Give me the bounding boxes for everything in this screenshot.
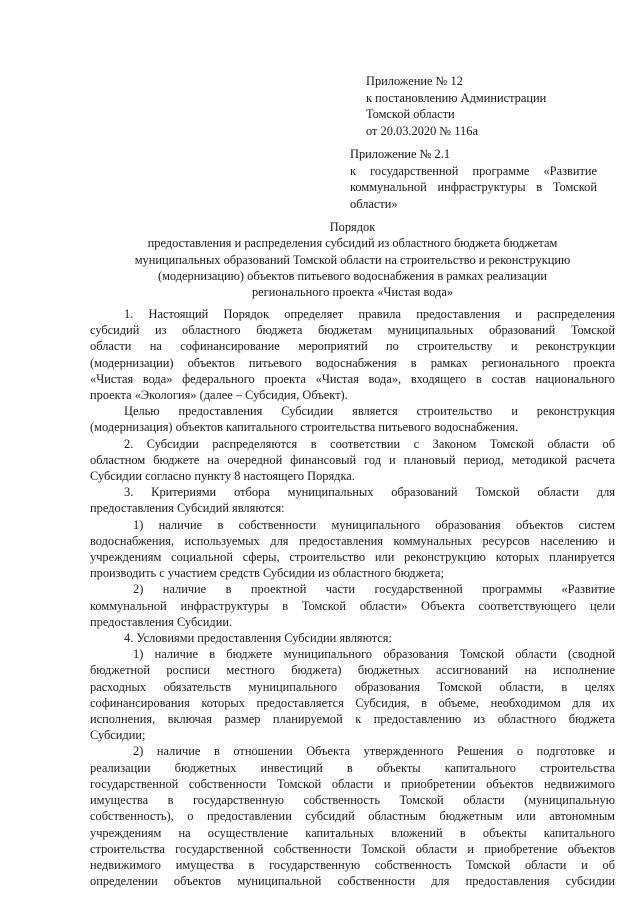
- document-title: [90, 219, 615, 300]
- body-line: имущества в государственную собственность Томской области (муниципальную: [90, 793, 615, 808]
- body-line: 4. Условиями предоставления Субсидии являются:: [124, 631, 392, 646]
- body-line: 2) наличие в проектной части государственной программы «Развитие: [133, 582, 615, 597]
- body-line: 3. Критериями отбора муниципальных образований Томской области для: [124, 485, 615, 500]
- appendix-2-1-block: [350, 146, 597, 212]
- appendix-2-1-line: коммунальной инфраструктуры в Томской: [350, 180, 597, 195]
- body-line: определении объектов муниципальной собственности для предоставления субсидии: [90, 874, 615, 889]
- body-line: строительства государственной собственности Томской области и приобретение объектов: [90, 841, 615, 856]
- body-line: 1) наличие в собственности муниципального образования объектов систем: [133, 517, 615, 532]
- body-line: (модернизации) объектов питьевого водоснабжения в рамках регионального проекта: [90, 355, 615, 370]
- body-line: субсидий из областного бюджета бюджетам муниципальных образований Томской: [90, 323, 615, 338]
- body-line: области на софинансирование мероприятий по строительству и реконструкции: [90, 339, 615, 354]
- body-line: производить с участием средств Субсидии из областного бюджета;: [90, 566, 444, 581]
- body-line: «Чистая вода» федерального проекта «Чистая вода», входящего в состав национального: [90, 371, 615, 386]
- title-line: муниципальных образований Томской области на строительство и реконструкцию: [134, 252, 571, 267]
- body-line: водоснабжения, используемых для предоставления коммунальных ресурсов населению и: [90, 533, 615, 548]
- document-body: [90, 306, 615, 889]
- body-line: исполнения, включая размер планируемой к предоставлению из областного бюджета: [90, 712, 615, 727]
- body-line: собственность), о предоставлении субсидий областным бюджетным или автономным: [90, 809, 615, 824]
- appendix-2-1-line: Приложение № 2.1: [350, 147, 451, 161]
- body-line: бюджетной росписи местного бюджета) бюджетных ассигнований на исполнение: [90, 663, 615, 678]
- body-line: расходных обязательств муниципального образования Томской области, в целях: [90, 679, 615, 694]
- appendix-2-1-line: к государственной программе «Развитие: [350, 163, 597, 178]
- body-line: областном бюджете на очередной финансовый год и плановый период, методикой расчета: [90, 452, 615, 467]
- body-line: учреждениям на осуществление капитальных вложений в объекты капитального: [90, 825, 615, 840]
- title-line: (модернизацию) объектов питьевого водоснабжения в рамках реализации: [157, 268, 548, 283]
- body-line: недвижимого имущества в государственную собственность Томской области и об: [90, 857, 615, 872]
- body-line: софинансирования которых предоставляется Субсидия, в объеме, необходимом для их: [90, 695, 615, 710]
- body-line: Целью предоставления Субсидии является строительство и реконструкция: [124, 404, 615, 419]
- title-line: регионального проекта «Чистая вода»: [251, 285, 454, 300]
- body-line: коммунальной инфраструктуры в Томской области» Объекта соответствующего цели: [90, 598, 615, 613]
- title-line: предоставления и распределения субсидий из областного бюджета бюджетам: [147, 236, 558, 251]
- body-line: Субсидии;: [90, 728, 146, 743]
- body-line: 2) наличие в отношении Объекта утвержденного Решения о подготовке и: [133, 744, 615, 759]
- body-line: Субсидии согласно пункту 8 настоящего Порядка.: [90, 469, 355, 484]
- body-line: предоставления Субсидии.: [90, 614, 233, 629]
- body-line: учреждениям социальной сферы, строительство или реконструкцию которых планируется: [90, 550, 615, 565]
- body-line: (модернизация) объектов капитального строительства питьевого водоснабжения.: [90, 420, 519, 435]
- title-line: Порядок: [329, 220, 376, 234]
- body-line: реализации бюджетных инвестиций в объекты капитального строительства: [90, 760, 615, 775]
- body-line: предоставления Субсидий являются:: [90, 501, 285, 516]
- appendix-12-block: [366, 73, 616, 139]
- appendix-12-line: к постановлению Администрации: [366, 90, 547, 105]
- body-line: 1) наличие в бюджете муниципального образования Томской области (сводной: [133, 647, 615, 662]
- appendix-12-line: Томской области: [366, 107, 455, 121]
- body-line: государственной собственности Томской области и приобретении объектов недвижимого: [90, 776, 615, 791]
- appendix-12-line: от 20.03.2020 № 116а: [366, 123, 478, 138]
- appendix-2-1-line: области»: [350, 196, 398, 211]
- body-line: проекта «Экология» (далее – Субсидия, Объект).: [90, 388, 348, 403]
- appendix-12-line: Приложение № 12: [366, 74, 463, 88]
- body-line: 2. Субсидии распределяются в соответствии с Законом Томской области об: [124, 436, 615, 451]
- body-line: 1. Настоящий Порядок определяет правила предоставления и распределения: [124, 307, 615, 321]
